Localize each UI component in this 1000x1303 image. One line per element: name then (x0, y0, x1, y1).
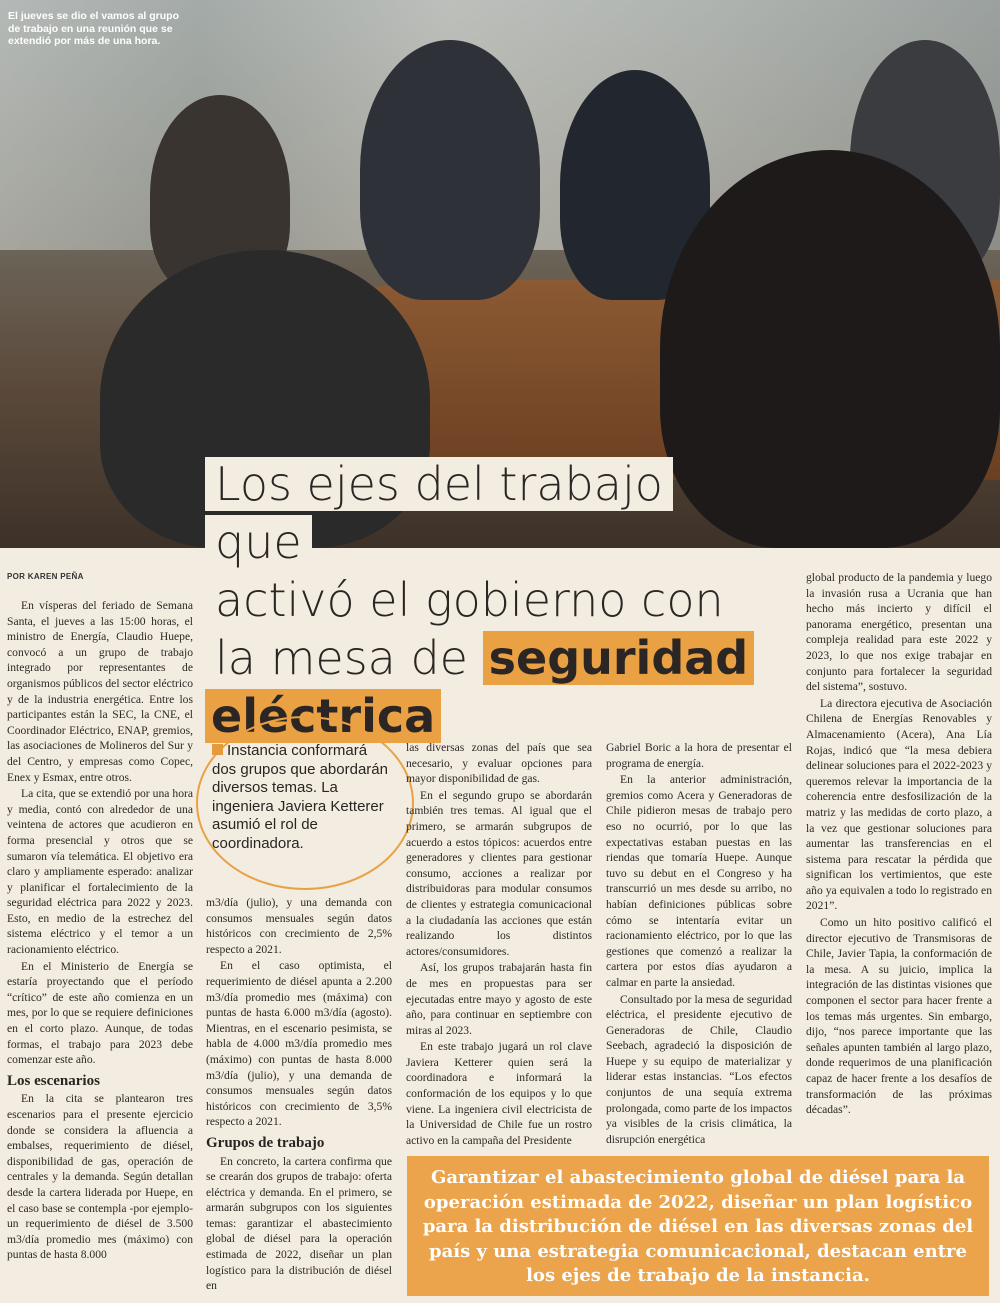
column-2 (206, 895, 392, 1295)
paragraph: Gabriel Boric a la hora de presentar el programa de energía. (606, 741, 792, 770)
column-5 (806, 570, 992, 1119)
column-4 (606, 740, 792, 1148)
paragraph: En este trabajo jugará un rol clave Javiera Ketterer quien será la coordinadora e informará la conformación de los equipos y lo que viene. La ingeniera civil electricista de la Universidad de Chile fue un rostro activo en la campaña del Presidente (406, 1040, 592, 1147)
paragraph: En el caso optimista, el requerimiento de diésel apunta a 2.200 m3/día promedio mes (máxima) con puntas de hasta 6.000 m3/día (agosto). Mientras, en el escenario pesimista, se habla de 4.000 m3/día promedio mes (máximo) con puntas de hasta 8.000 m3/día (julio), y una demanda de consumos mensuales según datos históricos con crecimiento de 3,5% respecto a 2021. (206, 959, 392, 1129)
paragraph: En la cita se plantearon tres escenarios para el presente ejercicio donde se considera la afluencia a embalses, requerimiento de diésel, disponibilidad de gas, operación de centrales y la demanda. Según detallan desde la cartera liderada por Huepe, en el caso base se contempla -por ejemplo- un requerimiento de diésel de 3.500 m3/día promedio mes (máximo) con puntas de hasta 8.000 (7, 1092, 193, 1262)
paragraph: Así, los grupos trabajarán hasta fin de mes en propuestas para ser ejecutadas entre mayo y agosto de este año, para continuar en septiembre con miras al 2023. (406, 961, 592, 1037)
headline-line-1: Los ejes del trabajo que (205, 457, 673, 569)
photo-caption: El jueves se dio el vamos al grupo de trabajo en una reunión que se extendió por más de una hora. (8, 10, 179, 47)
callout-square-icon (212, 744, 223, 755)
paragraph: En el segundo grupo se abordarán también tres temas. Al igual que el primero, se armarán subgrupos de acuerdo a estos tópicos: acuerdos entre generadores y clientes para gestionar consumo, acciones a realizar por distribuidoras para modular consumos de clientes y estrategia comunicacional a la ciudadanía las acciones que están realizando los distintos actores/consumidores. (406, 788, 592, 958)
paragraph: En la anterior administración, gremios como Acera y Generadoras de Chile pidieron mesas de trabajo pero eso no ocurrió, por lo que las expectativas estaban puestas en las riendas que tomaría Huepe. Aunque tuvo su debut en el Congreso y ha transcurrió un mes desde su arribo, no habían definiciones públicas sobre cómo se intentaría evitar un racionamiento eléctrico, por lo que las gestiones que comenzó a realizar la cartera por estos días ayudaron a calmar en parte la ansiedad. (606, 773, 792, 989)
paragraph: En concreto, la cartera confirma que se crearán dos grupos de trabajo: oferta eléctrica y demanda. En el primero, se armarán subgrupos con los siguientes temas: garantizar el abastecimiento global de diésel para la operación estimada de 2022, diseñar un plan logístico para la distribución de diésel en (206, 1154, 392, 1293)
headline-highlight-2: eléctrica (205, 689, 441, 743)
paragraph: global producto de la pandemia y luego la invasión rusa a Ucrania que han hecho más incierto y difícil el panorama energético, presentan una compleja realidad para este 2022 y 2023, lo que nos exige trabajar en conjunto para fortalecer la seguridad del sistema”, sostuvo. (806, 571, 992, 694)
paragraph: Consultado por la mesa de seguridad eléctrica, el presidente ejecutivo de Generadoras de Chile, Claudio Seebach, agradeció la disposición de Huepe y su equipo de materializar y liderar estas instancias. “Los efectos conjuntos de una sequía extrema prolongada, como parte de los impactos ya visibles de la crisis climática, la disrupción energética (606, 992, 792, 1146)
paragraph: las diversas zonas del país que sea necesario, y evaluar opciones para mayor disponibilidad de gas. (406, 741, 592, 786)
subheading-escenarios: Los escenarios (7, 1072, 100, 1089)
column-3 (406, 740, 592, 1149)
paragraph: La cita, que se extendió por una hora y media, contó con alrededor de una veintena de actores que acudieron en forma presencial y otros que se sumaron vía telemática. El objetivo era claro y ampliamente esperado: analizar y planificar el fortalecimiento de la seguridad eléctrica para 2022 y 2023. Esto, en medio de la estrechez del sistema eléctrico y el temor a un racionamiento eléctrico. (7, 787, 193, 957)
paragraph: En vísperas del feriado de Semana Santa, el jueves a las 15:00 horas, el ministro de Energía, Claudio Huepe, convocó a un grupo de trabajo integrado por representantes de organismos públicos del sector eléctrico y de la industria energética. Entre los participantes están la SEC, la CNE, el Coordinador Eléctrico, ENAP, gremios, las asociaciones de Molineros del Sur y del Centro, y empresas como Copec, Enex y Esmax, entre otros. (7, 599, 193, 784)
paragraph: Como un hito positivo calificó el director ejecutivo de Transmisoras de Chile, Javier Tapia, la conformación de la mesa. A su juicio, implica la integración de las distintas visiones que componen el sector para hacer frente a los temas más urgentes. Sin embargo, dijo, “nos parece importante que las señales apunten también al largo plazo, donde requerimos de una planificación capaz de hacer frente a los desafíos de transformación de las próximas décadas”. (806, 916, 992, 1117)
callout (212, 742, 392, 853)
headline-line-3-plain: la mesa de (215, 631, 483, 685)
subheading-grupos: Grupos de trabajo (206, 1134, 325, 1151)
headline-line-3 (205, 631, 764, 685)
callout-text: Instancia conformará dos grupos que abordarán diversos temas. La ingeniera Javiera Ketterer asumió el rol de coordinadora. (212, 742, 388, 852)
paragraph: La directora ejecutiva de Asociación Chilena de Energías Renovables y Almacenamiento (Acera), Ana Lía Rojas, indicó que “la mesa debiera delinear soluciones para el 2022-2023 y queremos relevar la importancia de la coherencia entre desfosilización de la matriz y las medidas de corto plazo, a la vez que gestionar soluciones para aumentar las transferencias en el sistema para rescatar la pérdida que significan los vertimientos, que este año ya equivalen a todo lo registrado en 2021”. (806, 696, 992, 913)
headline (205, 455, 765, 745)
headline-highlight-1: seguridad (483, 631, 755, 685)
paragraph: m3/día (julio), y una demanda con consumos mensuales según datos históricos con crecimiento de 2,5% respecto a 2021. (206, 896, 392, 956)
byline: POR KAREN PEÑA (7, 572, 84, 581)
paragraph: En el Ministerio de Energía se estaría proyectando que el período “crítico” de este año comienza en un mes, por lo que se requiere definiciones en el corto plazo. Aunque, de todas formas, el trabajo para 2023 debe comenzar este año. (7, 959, 193, 1067)
photo-person (360, 40, 540, 300)
column-1 (7, 598, 193, 1264)
pull-quote: Garantizar el abastecimiento global de diésel para la operación estimada de 2022, diseñar un plan logístico para la distribución de diésel en las diversas zonas del país y una estrategia comunicacional, destacan entre los ejes de trabajo de la instancia. (407, 1156, 989, 1296)
headline-line-2: activó el gobierno con (205, 573, 734, 627)
